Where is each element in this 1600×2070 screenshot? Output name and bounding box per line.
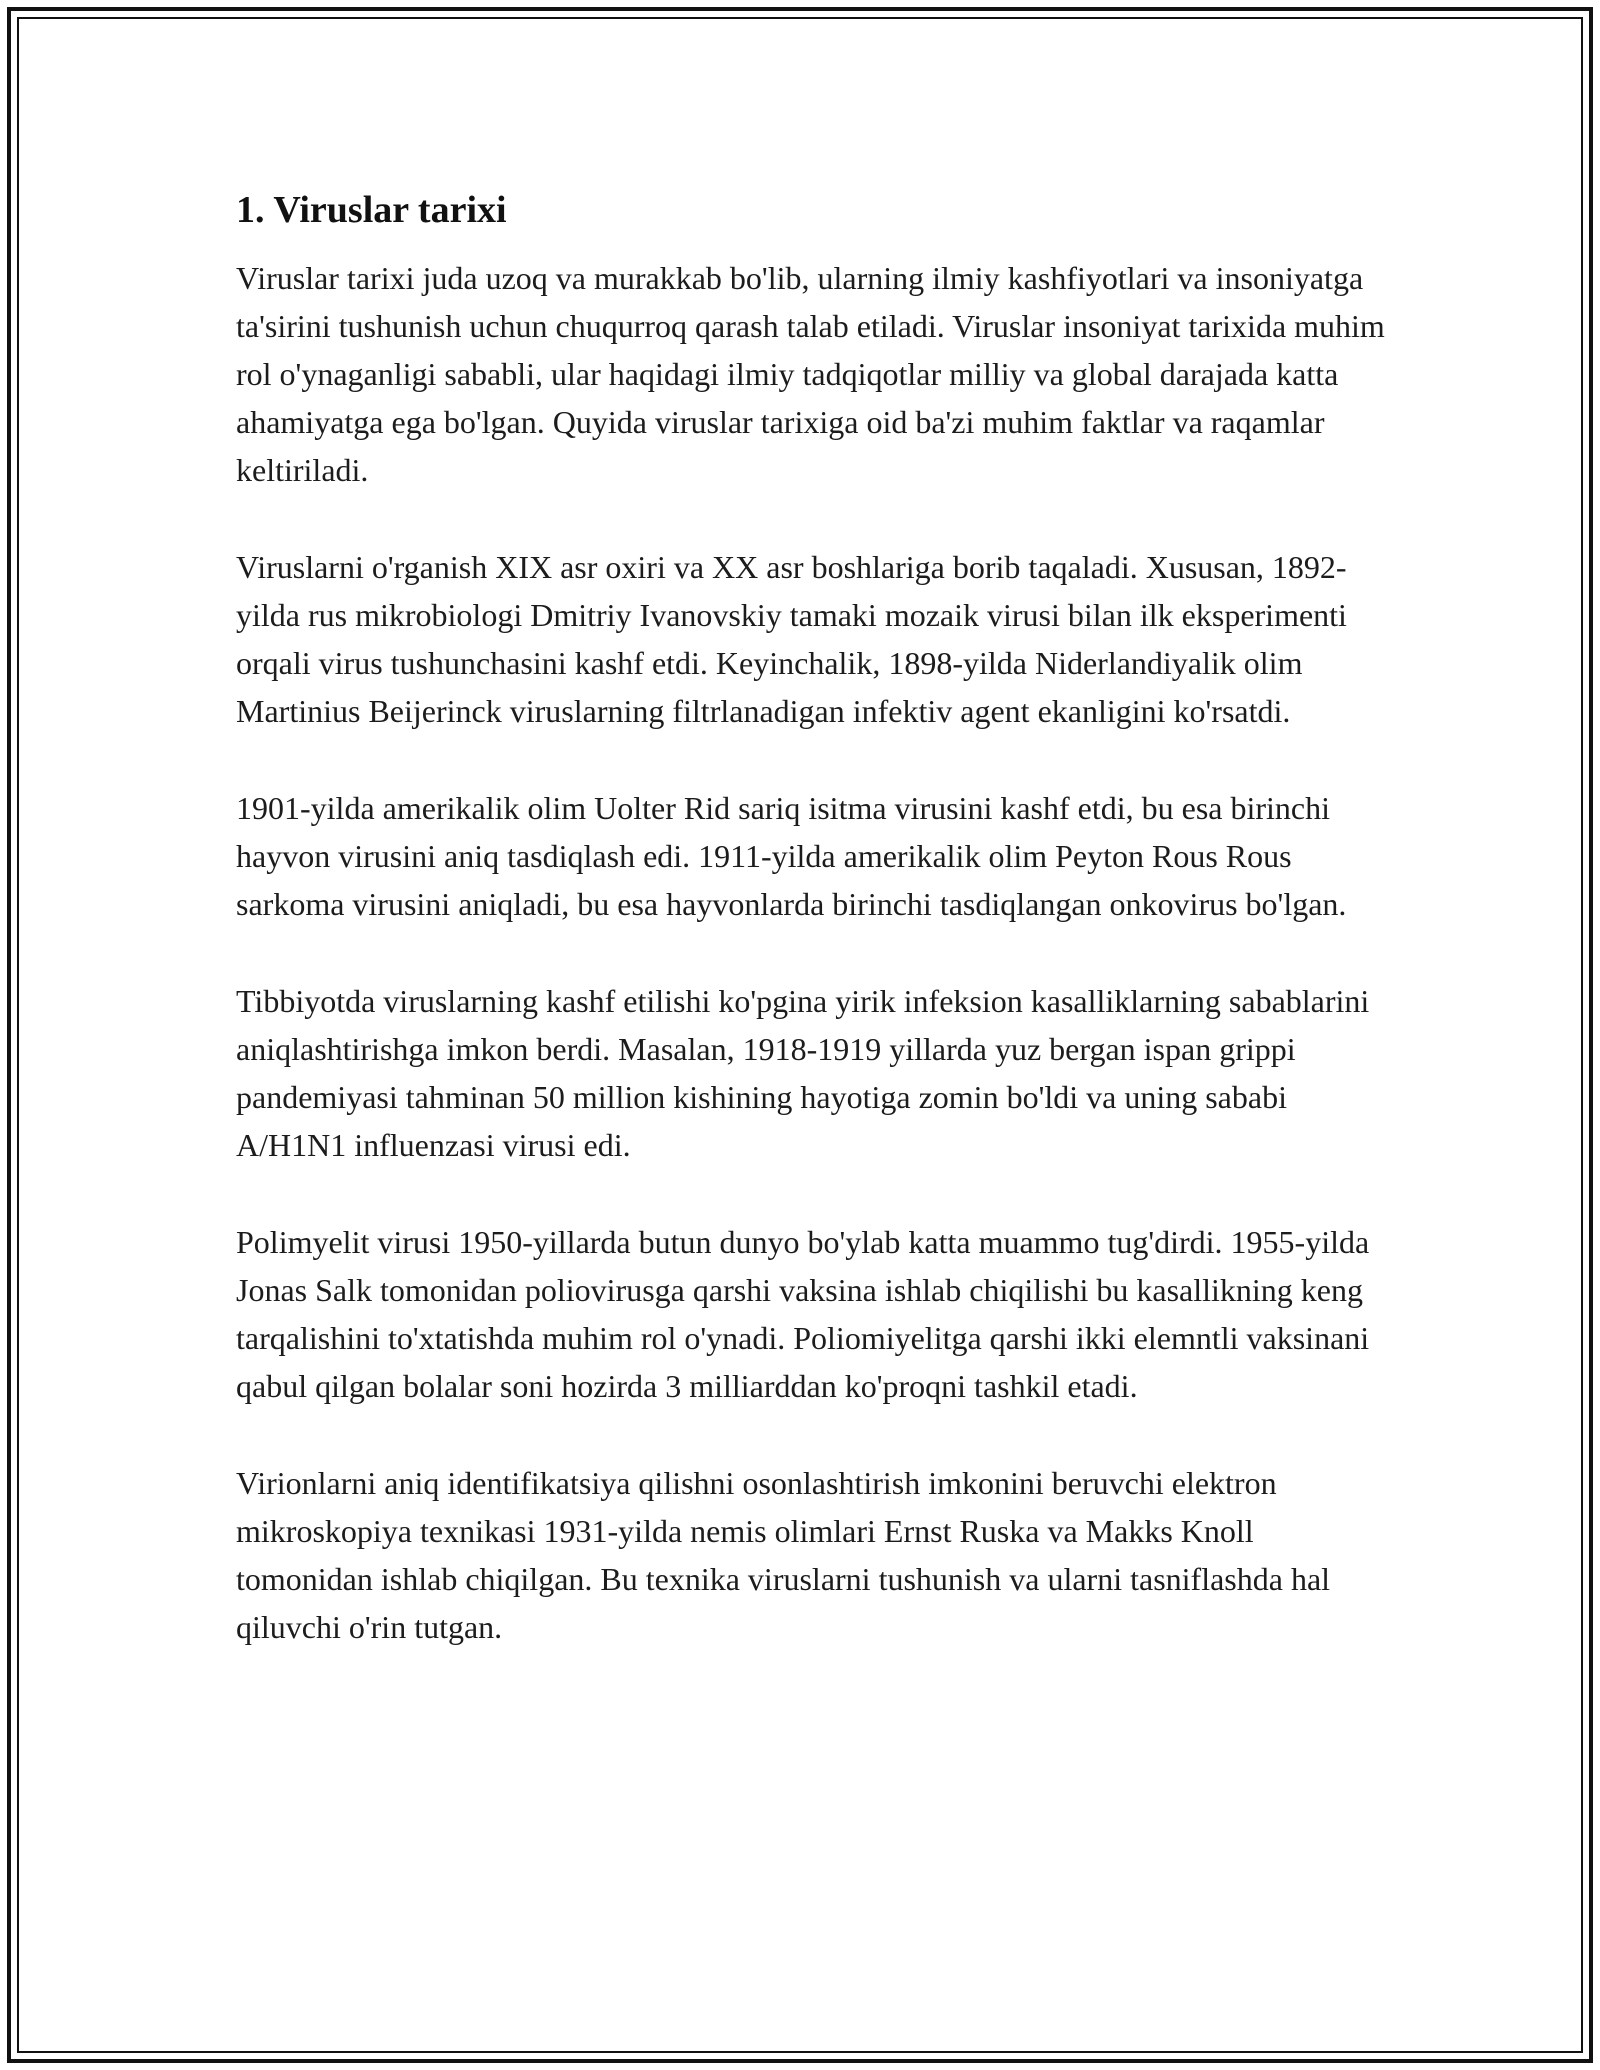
paragraph-polio: Polimyelit virusi 1950-yillarda butun dunyo bo'ylab katta muammo tug'dirdi. 1955-yilda Jonas Salk tomonidan poliovirusga qarshi vaksina ishlab chiqilishi bu kasallikning keng tarqalishini to'xtatishda muhim rol o'ynadi. Poliomiyelitga qarshi ikki elemntli vaksinani qabul qilgan bolalar soni hozirda 3 milliarddan ko'proqni tashkil etadi. [236,1224,1370,1404]
document-body [236,186,1386,1700]
paragraph-medicine: Tibbiyotda viruslarning kashf etilishi ko'pgina yirik infeksion kasalliklarning sabablarini aniqlashtirishga imkon berdi. Masalan, 1918-1919 yillarda yuz bergan ispan grippi pandemiyasi tahminan 50 million kishining hayotiga zomin bo'ldi va uning sababi A/H1N1 influenzasi virusi edi. [236,983,1370,1163]
section-heading: 1. Viruslar tarixi [236,189,507,231]
paragraph-early-discovery: Viruslarni o'rganish XIX asr oxiri va XX asr boshlariga borib taqaladi. Xususan, 1892-yilda rus mikrobiologi Dmitriy Ivanovskiy tamaki mozaik virusi bilan ilk eksperimenti orqali virus tushunchasini kashf etdi. Keyinchalik, 1898-yilda Niderlandiyalik olim Martinius Beijerinck viruslarning filtrlanadigan infektiv agent ekanligini ko'rsatdi. [236,549,1347,729]
paragraph-intro: Viruslar tarixi juda uzoq va murakkab bo'lib, ularning ilmiy kashfiyotlari va insoniyatga ta'sirini tushunish uchun chuqurroq qarash talab etiladi. Viruslar insoniyat tarixida muhim rol o'ynaganligi sababli, ular haqidagi ilmiy tadqiqotlar milliy va global darajada katta ahamiyatga ega bo'lgan. Quyida viruslar tarixiga oid ba'zi muhim faktlar va raqamlar keltiriladi. [236,260,1385,488]
paragraph-animal-viruses: 1901-yilda amerikalik olim Uolter Rid sariq isitma virusini kashf etdi, bu esa birinchi hayvon virusini aniq tasdiqlash edi. 1911-yilda amerikalik olim Peyton Rous Rous sarkoma virusini aniqladi, bu esa hayvonlarda birinchi tasdiqlangan onkovirus bo'lgan. [236,790,1347,922]
paragraph-microscopy: Virionlarni aniq identifikatsiya qilishni osonlashtirish imkonini beruvchi elektron mikroskopiya texnikasi 1931-yilda nemis olimlari Ernst Ruska va Makks Knoll tomonidan ishlab chiqilgan. Bu texnika viruslarni tushunish va ularni tasniflashda hal qiluvchi o'rin tutgan. [236,1465,1331,1645]
